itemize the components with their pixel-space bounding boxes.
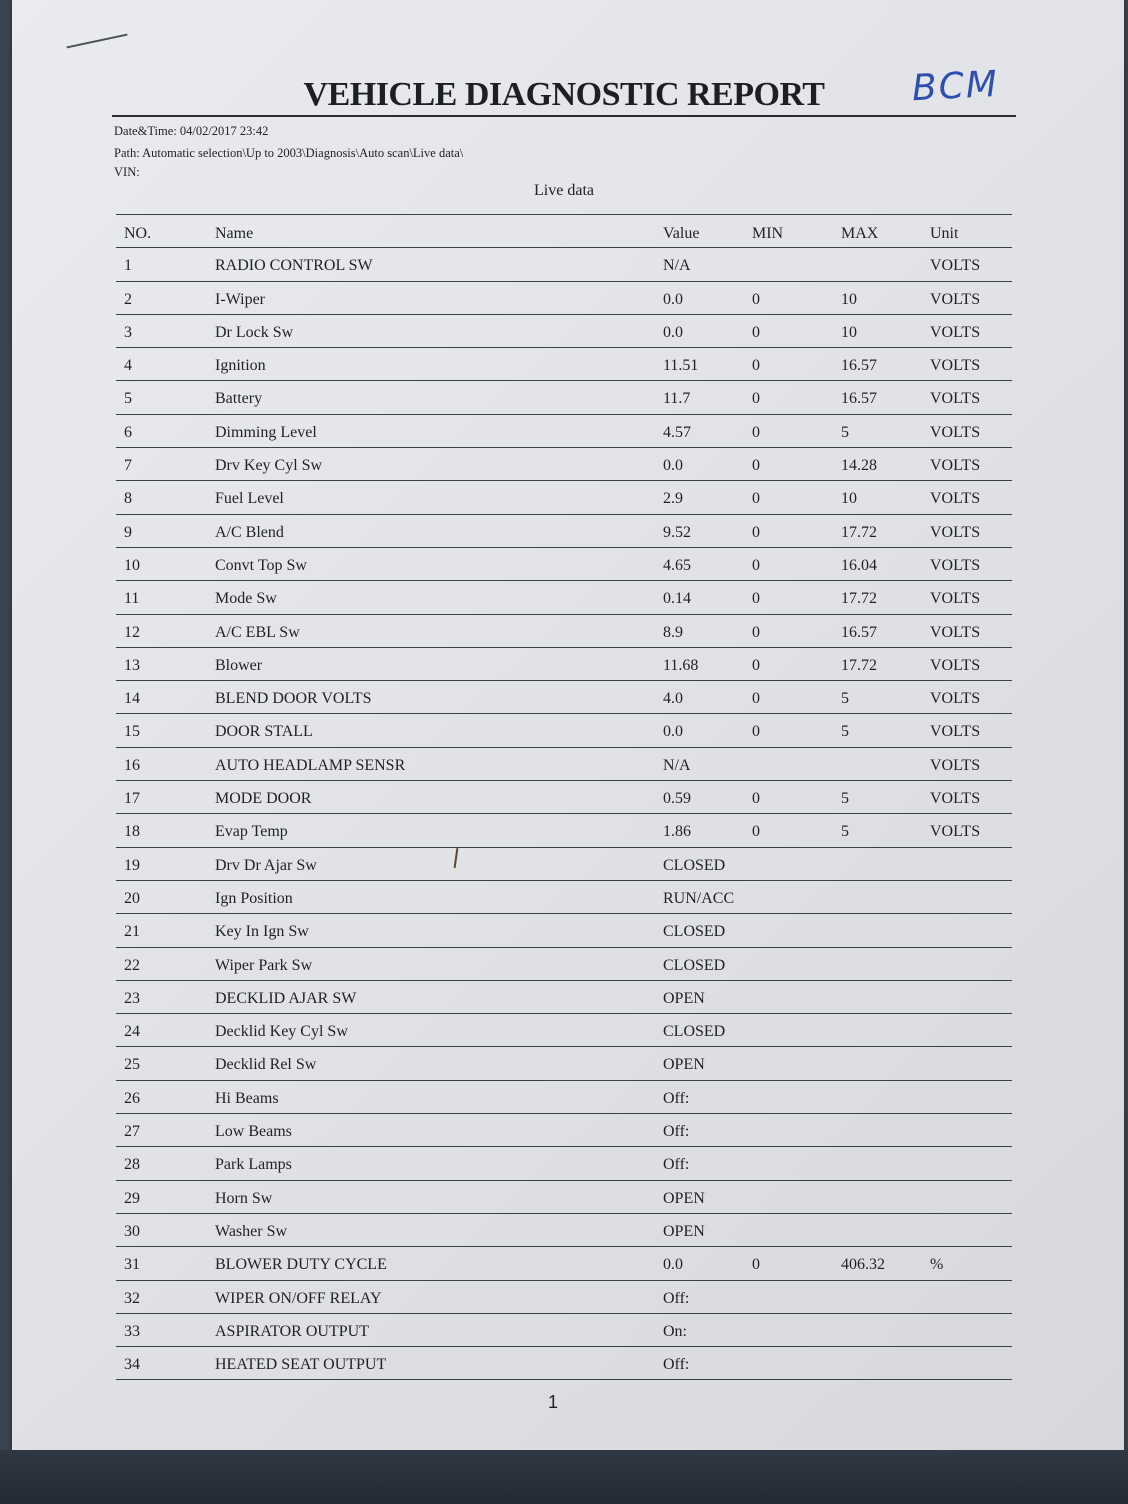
table-row xyxy=(116,1314,1012,1347)
cell-unit: VOLTS xyxy=(930,690,981,708)
cell-unit: VOLTS xyxy=(930,723,981,741)
cell-name: A/C EBL Sw xyxy=(215,623,300,641)
cell-min: 0 xyxy=(752,357,760,375)
cell-value: 0.0 xyxy=(663,323,683,341)
table-row xyxy=(116,781,1012,814)
table-header-row xyxy=(116,215,1012,248)
report-path: Path: Automatic selection\Up to 2003\Diagnosis\Auto scan\Live data\ xyxy=(114,146,464,160)
cell-min: 0 xyxy=(752,656,760,674)
table-row xyxy=(116,548,1012,581)
table-row xyxy=(116,348,1012,381)
cell-value: 11.51 xyxy=(663,357,699,375)
cell-max: 17.72 xyxy=(841,656,877,674)
cell-no: 6 xyxy=(124,423,132,441)
cell-name: MODE DOOR xyxy=(215,790,312,808)
cell-no: 23 xyxy=(124,989,140,1007)
cell-max: 5 xyxy=(841,790,849,808)
cell-name: DECKLID AJAR SW xyxy=(215,989,357,1007)
header-min: MIN xyxy=(752,225,784,242)
cell-value: 0.0 xyxy=(663,457,683,475)
cell-value: 11.68 xyxy=(663,656,699,674)
cell-min: 0 xyxy=(752,457,760,475)
table-row xyxy=(116,1214,1012,1247)
table-row xyxy=(116,515,1012,548)
cell-unit: VOLTS xyxy=(930,490,981,508)
cell-no: 21 xyxy=(124,923,140,941)
cell-name: Blower xyxy=(215,656,263,674)
table-row xyxy=(116,381,1012,414)
table-row xyxy=(116,748,1012,781)
cell-no: 8 xyxy=(124,490,132,508)
cell-name: DOOR STALL xyxy=(215,723,313,741)
cell-unit: VOLTS xyxy=(930,457,981,475)
table-row xyxy=(116,881,1012,914)
cell-name: Ign Position xyxy=(215,889,293,907)
cell-max: 10 xyxy=(841,290,857,308)
cell-value: CLOSED xyxy=(663,923,726,941)
cell-name: Dr Lock Sw xyxy=(215,323,294,341)
cell-value: Off: xyxy=(663,1089,690,1107)
cell-name: ASPIRATOR OUTPUT xyxy=(215,1322,369,1340)
cell-name: Hi Beams xyxy=(215,1089,279,1107)
table-row xyxy=(116,315,1012,348)
cell-no: 15 xyxy=(124,723,140,741)
cell-min: 0 xyxy=(752,423,760,441)
cell-name: Decklid Rel Sw xyxy=(215,1056,317,1074)
cell-unit: VOLTS xyxy=(930,423,981,441)
cell-no: 12 xyxy=(124,623,140,641)
cell-max: 14.28 xyxy=(841,457,877,475)
cell-no: 7 xyxy=(124,457,132,475)
cell-no: 17 xyxy=(124,790,140,808)
header-value: Value xyxy=(663,225,700,242)
cell-name: Horn Sw xyxy=(215,1189,273,1207)
cell-value: 1.86 xyxy=(663,823,691,841)
cell-min: 0 xyxy=(752,490,760,508)
table-row xyxy=(116,448,1012,481)
cell-name: Decklid Key Cyl Sw xyxy=(215,1023,348,1041)
cell-no: 5 xyxy=(124,390,132,408)
cell-max: 10 xyxy=(841,323,857,341)
cell-min: 0 xyxy=(752,323,760,341)
header-name: Name xyxy=(215,225,254,242)
cell-no: 11 xyxy=(124,590,140,608)
cell-unit: VOLTS xyxy=(930,623,981,641)
table-row xyxy=(116,1014,1012,1047)
cell-no: 33 xyxy=(124,1322,140,1340)
cell-name: Drv Dr Ajar Sw xyxy=(215,856,317,874)
cell-no: 29 xyxy=(124,1189,140,1207)
cell-min: 0 xyxy=(752,1256,760,1274)
handwritten-note: BCM xyxy=(910,63,1000,110)
cell-min: 0 xyxy=(752,790,760,808)
cell-name: Drv Key Cyl Sw xyxy=(215,457,323,475)
cell-max: 10 xyxy=(841,490,857,508)
header-max: MAX xyxy=(841,225,879,242)
table-row xyxy=(116,1081,1012,1114)
cell-max: 5 xyxy=(841,823,849,841)
cell-value: 4.0 xyxy=(663,690,683,708)
report-datetime: Date&Time: 04/02/2017 23:42 xyxy=(114,124,269,138)
cell-value: 0.0 xyxy=(663,290,683,308)
cell-name: Battery xyxy=(215,390,263,408)
table-row xyxy=(116,914,1012,947)
cell-unit: VOLTS xyxy=(930,290,981,308)
table-row xyxy=(116,282,1012,315)
table-row xyxy=(116,948,1012,981)
page-number: 1 xyxy=(548,1392,559,1412)
table-row xyxy=(116,1281,1012,1314)
section-title: Live data xyxy=(534,182,594,199)
header-unit: Unit xyxy=(930,225,959,242)
cell-value: 8.9 xyxy=(663,623,683,641)
cell-min: 0 xyxy=(752,823,760,841)
cell-unit: VOLTS xyxy=(930,790,981,808)
cell-unit: VOLTS xyxy=(930,257,981,275)
cell-no: 14 xyxy=(124,690,140,708)
cell-name: WIPER ON/OFF RELAY xyxy=(215,1289,382,1307)
cell-no: 9 xyxy=(124,523,132,541)
cell-name: Wiper Park Sw xyxy=(215,956,313,974)
cell-value: 9.52 xyxy=(663,523,691,541)
table-row xyxy=(116,714,1012,747)
table-row xyxy=(116,415,1012,448)
cell-no: 10 xyxy=(124,556,140,574)
cell-max: 5 xyxy=(841,690,849,708)
cell-name: A/C Blend xyxy=(215,523,284,541)
cell-value: Off: xyxy=(663,1356,690,1374)
cell-value: 0.59 xyxy=(663,790,691,808)
background-floor xyxy=(0,1450,1128,1504)
cell-value: 0.0 xyxy=(663,723,683,741)
cell-value: 2.9 xyxy=(663,490,683,508)
cell-value: OPEN xyxy=(663,1222,705,1240)
table-row xyxy=(116,1147,1012,1180)
header-no: NO. xyxy=(124,225,152,242)
cell-min: 0 xyxy=(752,290,760,308)
cell-name: BLEND DOOR VOLTS xyxy=(215,690,372,708)
cell-unit: VOLTS xyxy=(930,590,981,608)
cell-value: 0.0 xyxy=(663,1256,683,1274)
cell-unit: VOLTS xyxy=(930,656,981,674)
cell-no: 34 xyxy=(124,1356,140,1374)
cell-name: Convt Top Sw xyxy=(215,556,307,574)
table-row xyxy=(116,581,1012,614)
cell-no: 13 xyxy=(124,656,140,674)
cell-name: Park Lamps xyxy=(215,1156,292,1174)
cell-name: I-Wiper xyxy=(215,290,265,308)
cell-name: RADIO CONTROL SW xyxy=(215,257,373,275)
cell-value: OPEN xyxy=(663,989,705,1007)
table-row xyxy=(116,981,1012,1014)
cell-no: 30 xyxy=(124,1222,140,1240)
cell-value: CLOSED xyxy=(663,1023,726,1041)
cell-value: OPEN xyxy=(663,1189,705,1207)
cell-unit: % xyxy=(930,1256,944,1274)
table-row xyxy=(116,481,1012,514)
cell-unit: VOLTS xyxy=(930,823,981,841)
cell-value: N/A xyxy=(663,756,691,774)
cell-no: 3 xyxy=(124,323,132,341)
cell-min: 0 xyxy=(752,590,760,608)
cell-no: 24 xyxy=(124,1023,140,1041)
cell-value: 4.65 xyxy=(663,556,691,574)
table-row xyxy=(116,848,1012,881)
cell-name: Ignition xyxy=(215,357,266,375)
cell-value: OPEN xyxy=(663,1056,705,1074)
cell-max: 5 xyxy=(841,723,849,741)
cell-max: 16.04 xyxy=(841,556,877,574)
cell-no: 2 xyxy=(124,290,132,308)
cell-min: 0 xyxy=(752,623,760,641)
table-row xyxy=(116,1181,1012,1214)
table-row xyxy=(116,814,1012,847)
table-row xyxy=(116,1114,1012,1147)
table-row xyxy=(116,1047,1012,1080)
cell-value: Off: xyxy=(663,1156,690,1174)
report-vin: VIN: xyxy=(114,165,140,179)
cell-max: 17.72 xyxy=(841,523,877,541)
cell-max: 16.57 xyxy=(841,623,877,641)
cell-no: 22 xyxy=(124,956,140,974)
table-row xyxy=(116,1347,1012,1380)
cell-max: 17.72 xyxy=(841,590,877,608)
cell-name: AUTO HEADLAMP SENSR xyxy=(215,756,406,774)
cell-name: BLOWER DUTY CYCLE xyxy=(215,1256,387,1274)
table-row xyxy=(116,248,1012,281)
cell-unit: VOLTS xyxy=(930,756,981,774)
cell-no: 27 xyxy=(124,1123,140,1141)
title-divider xyxy=(112,115,1016,117)
live-data-table xyxy=(116,214,1012,1380)
cell-value: N/A xyxy=(663,257,691,275)
cell-no: 28 xyxy=(124,1156,140,1174)
cell-min: 0 xyxy=(752,690,760,708)
table-row xyxy=(116,615,1012,648)
table-row xyxy=(116,681,1012,714)
cell-no: 4 xyxy=(124,357,132,375)
cell-name: Evap Temp xyxy=(215,823,288,841)
cell-value: On: xyxy=(663,1322,687,1340)
table-row xyxy=(116,1247,1012,1280)
cell-no: 32 xyxy=(124,1289,140,1307)
cell-value: RUN/ACC xyxy=(663,889,735,907)
cell-max: 406.32 xyxy=(841,1256,885,1274)
cell-name: Fuel Level xyxy=(215,490,284,508)
cell-no: 26 xyxy=(124,1089,140,1107)
cell-no: 16 xyxy=(124,756,140,774)
cell-no: 19 xyxy=(124,856,140,874)
cell-value: Off: xyxy=(663,1289,690,1307)
report-title: VEHICLE DIAGNOSTIC REPORT xyxy=(303,76,825,113)
cell-unit: VOLTS xyxy=(930,357,981,375)
cell-max: 5 xyxy=(841,423,849,441)
cell-value: Off: xyxy=(663,1123,690,1141)
cell-name: Key In Ign Sw xyxy=(215,923,309,941)
cell-unit: VOLTS xyxy=(930,523,981,541)
cell-unit: VOLTS xyxy=(930,390,981,408)
cell-no: 25 xyxy=(124,1056,140,1074)
cell-name: Low Beams xyxy=(215,1123,292,1141)
cell-name: Dimming Level xyxy=(215,423,317,441)
cell-max: 16.57 xyxy=(841,390,877,408)
cell-value: CLOSED xyxy=(663,956,726,974)
cell-no: 31 xyxy=(124,1256,140,1274)
cell-name: Washer Sw xyxy=(215,1222,288,1240)
cell-no: 18 xyxy=(124,823,140,841)
cell-min: 0 xyxy=(752,723,760,741)
cell-name: HEATED SEAT OUTPUT xyxy=(215,1356,387,1374)
cell-name: Mode Sw xyxy=(215,590,277,608)
cell-value: 4.57 xyxy=(663,423,691,441)
cell-min: 0 xyxy=(752,390,760,408)
cell-value: 0.14 xyxy=(663,590,691,608)
cell-min: 0 xyxy=(752,556,760,574)
cell-unit: VOLTS xyxy=(930,323,981,341)
table-row xyxy=(116,648,1012,681)
cell-value: 11.7 xyxy=(663,390,691,408)
cell-unit: VOLTS xyxy=(930,556,981,574)
cell-no: 20 xyxy=(124,889,140,907)
cell-value: CLOSED xyxy=(663,856,726,874)
cell-min: 0 xyxy=(752,523,760,541)
cell-no: 1 xyxy=(124,257,132,275)
cell-max: 16.57 xyxy=(841,357,877,375)
